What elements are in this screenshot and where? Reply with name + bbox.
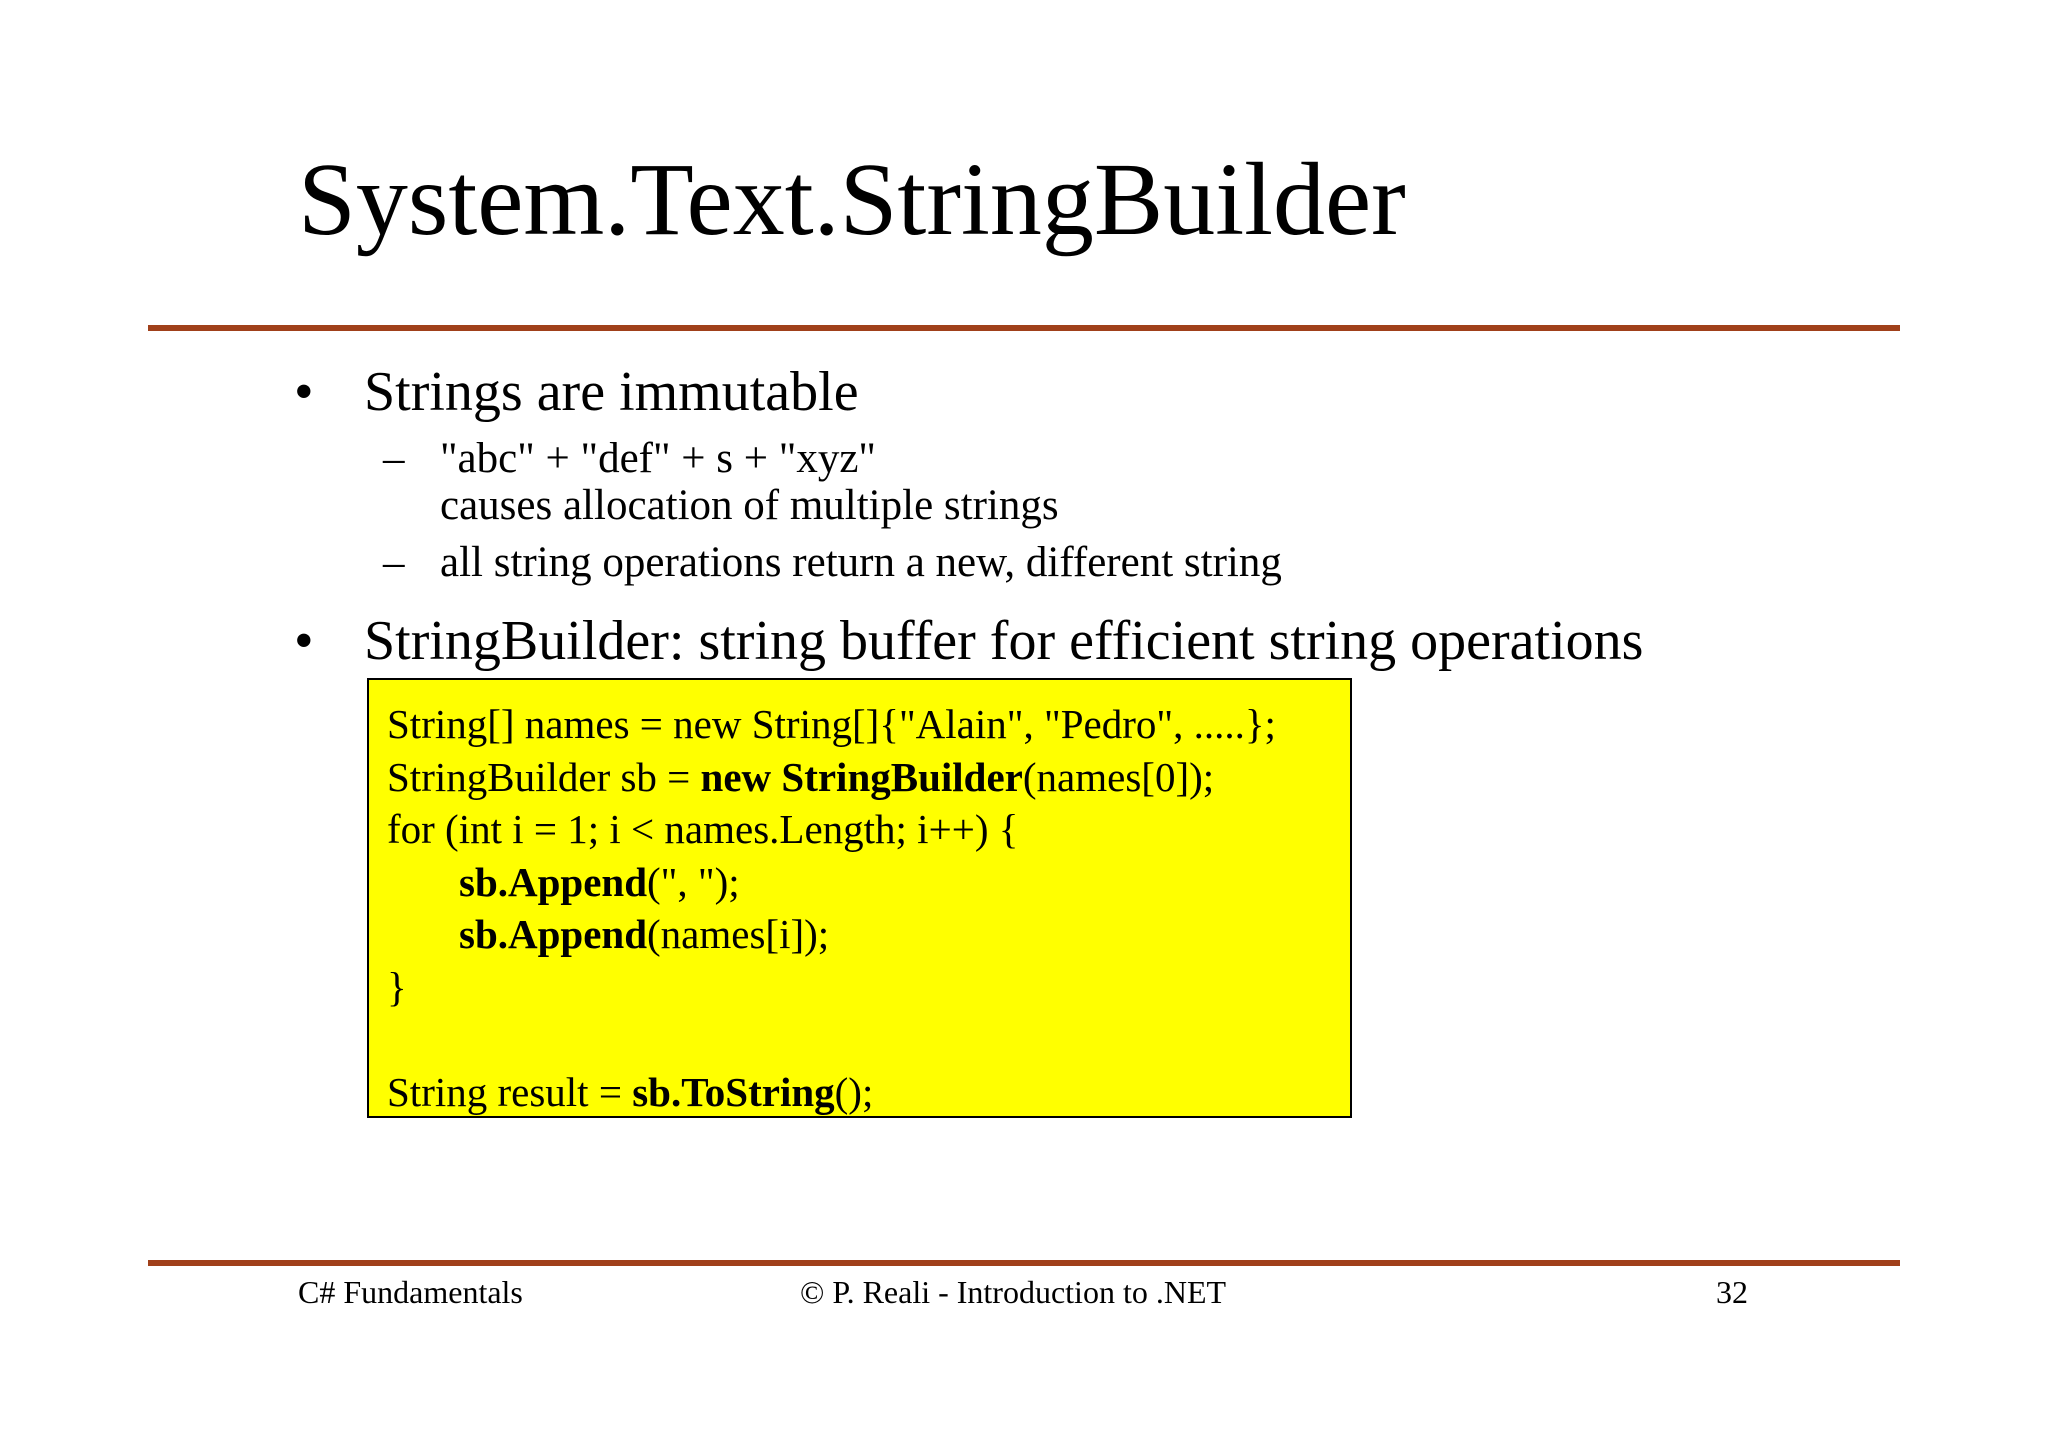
subitem-line: "abc" + "def" + s + "xyz" [440, 435, 876, 482]
bullet-glyph: • [294, 610, 314, 672]
slide-title: System.Text.StringBuilder [298, 142, 1406, 257]
dash-glyph: – [383, 539, 405, 586]
code-line: String[] names = new String[]{"Alain", "Pedro", .....}; [387, 701, 1276, 747]
subitem-operations [383, 539, 1282, 586]
bullet-item-immutable [294, 361, 859, 423]
page-number: 32 [1716, 1274, 1748, 1310]
code-line: } [387, 963, 407, 1010]
code-line: sb.Append(", "); [459, 858, 740, 905]
footer-course: C# Fundamentals [298, 1274, 523, 1310]
code-line: String result = sb.ToString(); [387, 1068, 874, 1115]
code-line: sb.Append(names[i]); [459, 911, 830, 957]
bullet-glyph: • [294, 361, 314, 423]
code-line: StringBuilder sb = new StringBuilder(names[0]); [387, 753, 1215, 800]
footer-copyright: © P. Reali - Introduction to .NET [800, 1274, 1227, 1310]
subitem-concatenation [383, 435, 1059, 529]
code-line: for (int i = 1; i < names.Length; i++) { [387, 806, 1019, 852]
footer-divider [148, 1260, 1900, 1266]
code-blank-line [387, 1013, 1350, 1066]
code-example-box [367, 678, 1352, 1118]
subitem-line: causes allocation of multiple strings [440, 482, 1059, 529]
subitem-line: all string operations return a new, different string [440, 539, 1282, 586]
bullet-text: StringBuilder: string buffer for efficient string operations [364, 610, 1644, 672]
dash-glyph: – [383, 435, 405, 482]
bullet-item-stringbuilder [294, 610, 1644, 672]
title-divider [148, 325, 1900, 331]
bullet-text: Strings are immutable [364, 361, 859, 423]
